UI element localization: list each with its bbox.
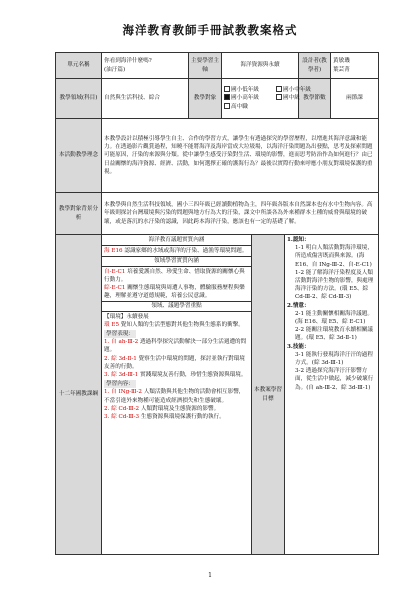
designer-label: 設計者(教學者) (299, 53, 331, 79)
field-value: 自然與生活科技、綜合 (102, 79, 189, 119)
content-item: 1. 自 INg-Ⅲ-2 人類活動與其他生物的活動會相互影響，不當引進外來物種可能造成經濟損失和生態破壞。 (104, 389, 245, 404)
level-option[interactable]: 國小中年級 (276, 86, 316, 94)
goal-item: 2-2 能關注環境教育永續相關議題。(環 E5、綜 3d-Ⅱ-1) (295, 327, 373, 342)
theme-value: 海洋資源與永續 (222, 53, 299, 79)
checkbox-icon (276, 86, 282, 92)
env-label: 【環境】永續發展 (104, 313, 149, 320)
core-header: 海洋教育議題實質內涵 (102, 235, 251, 245)
perf-item: 1. 自 ah-Ⅲ-2 透過科學探究活動解決一部分生活週遭的問題。 (104, 339, 247, 354)
field-items (102, 266, 251, 302)
goal-head: 2.情意： (287, 302, 310, 309)
perf-label: 學習表現： (106, 331, 134, 338)
core-item: 海 E16 認識家鄉的水域或海洋的汙染、過漁等環境問題。 (104, 248, 248, 255)
content-label: 學習內容： (106, 381, 134, 388)
goal-head: 3.技能： (287, 343, 310, 350)
field-item: 自-E-C1 培養愛護自然、珍愛生命、惜取資源的關懷心與行動力。 (104, 268, 245, 283)
designer-names (331, 53, 379, 79)
level-option[interactable]: 國小高年級 (224, 94, 276, 102)
field-item: 綜-E-C1 關懷生態環境與周遭人事物，體驗服務歷程與樂趣，理解並遵守道德規範，培養公民意識。 (104, 285, 245, 300)
goal-head: 1.認知： (287, 237, 310, 243)
level-option[interactable]: 國中級 (276, 94, 316, 102)
checkbox-icon (224, 103, 230, 109)
theme-label: 主要學習主軸 (189, 53, 222, 79)
header-table (55, 52, 379, 119)
field-label: 教學領域(科目) (56, 79, 102, 119)
content-item: 2. 綜 Cd-Ⅲ-2 人類對環境及生態資源的影響。 (104, 405, 220, 412)
designer-name: 黃敏璣 (333, 58, 350, 65)
level-option[interactable]: 高中職 (224, 103, 276, 111)
checkbox-icon (224, 86, 230, 92)
level-option[interactable]: 國小低年級 (224, 86, 276, 94)
checkbox-icon (276, 94, 282, 100)
target-levels (222, 79, 311, 119)
topic-header: 領域、議題學習重點 (102, 301, 251, 310)
content-item: 3. 綜 Cd-Ⅲ-3 生態資源與環境保護行動的執行。 (104, 414, 225, 421)
target-label: 教學對象 (189, 79, 222, 119)
perf-item: 3. 綜 3d-Ⅲ-1 實踐環境友善行動，珍惜生態資源與環境。 (104, 372, 247, 379)
goals-label: 本教案學習目標 (252, 235, 285, 555)
page-number: 1 (208, 572, 212, 579)
checked-checkbox-icon (224, 94, 230, 100)
goal-item: 1-1 明白人類活動對海洋環境，所造成傷害既而與來源。(海 E16、自 INg-Ⅲ-2、自-E-C1) (295, 245, 373, 268)
topic-items (102, 311, 251, 423)
courses-content (102, 235, 252, 555)
unit-name: 你看到海洋什麼嗎? (104, 58, 152, 65)
unit-name-cell (102, 53, 189, 79)
perf-item: 2. 綜 3d-Ⅱ-1 覺察生活中環境的問題，探討並執行對環境友善的行動。 (104, 355, 245, 370)
goal-item: 3-2 透過探究海洋汙汗影響方面，從生活中做起，減少破壞行為。(自 ah-Ⅲ-2、綜 3d-Ⅲ-1) (295, 368, 374, 391)
concept-label: 本活動教學理念 (56, 119, 102, 193)
courses-label: 十二年國教課綱 (56, 235, 102, 555)
goal-item: 1-2 能了解海洋汙染程度及人類活動對海洋生物的影響，與處理海洋汙染的方法。(環 E5、綜 Cd-Ⅲ-2、綜 Cd-Ⅲ-3) (295, 269, 374, 301)
field-header: 領域學習實質內涵 (102, 256, 251, 265)
env-item: 環 E5 覺知人類的生活型態對其他生物與生態系的衝擊。 (104, 321, 244, 328)
unit-sub: (油汙篇) (104, 66, 126, 73)
document-title: 海洋教育教師手冊試教教案格式 (122, 23, 298, 37)
goals-content (285, 235, 379, 555)
core-items (102, 245, 251, 256)
material-text: 本教學與自然生活科技領域，國小三四年級已經讀動植物為主，四年級各版本自然課本也有水中生物內容。高年級則探討台灣環境與污染的問題與地方行為大的汙染，課文中所談各為外來種群本土種的威脅與環境的破壞，或是落沉的水汙染的認識，因此跨本海洋汙染，應該也有一定的基礎了解。 (102, 193, 379, 235)
material-label: 教學對象背景分析 (56, 193, 102, 235)
periods-value: 兩節課 (331, 79, 379, 119)
curriculum-table (55, 234, 379, 555)
goal-item: 2-1 能主動關懷相關海洋議題。(海 E16、環 E5、綜 E-C1) (295, 310, 373, 326)
unit-label: 單元名稱 (56, 53, 102, 79)
designer-name: 葉芸菁 (333, 66, 350, 73)
concept-table (55, 118, 379, 235)
goal-item: 3-1 能執行發現海洋汙汗的過程方式。(綜 3d-Ⅲ-1) (295, 351, 373, 367)
periods-label: 教學節數 (299, 79, 331, 119)
concept-text: 本教學設計以積極引導學生自主、合作的學習方式，讓學生有透過探究的學習歷程，以增進其海洋意識和能力。在透過影片觀賞過程，知曉不能將海洋及海岸當成大垃圾場，以海洋汙染問題為出發點，思考及探索問題可能原因，汙染的來源與分類。從中讓學生感受汙染對生活、環境的影響，進而思考防治作為如何進行？由已日益關懷的海洋資源、經濟、活動，如何選擇正確的護海行為？最後以實際行動來呼應小朋友對環境保護的重視。 (102, 119, 379, 193)
